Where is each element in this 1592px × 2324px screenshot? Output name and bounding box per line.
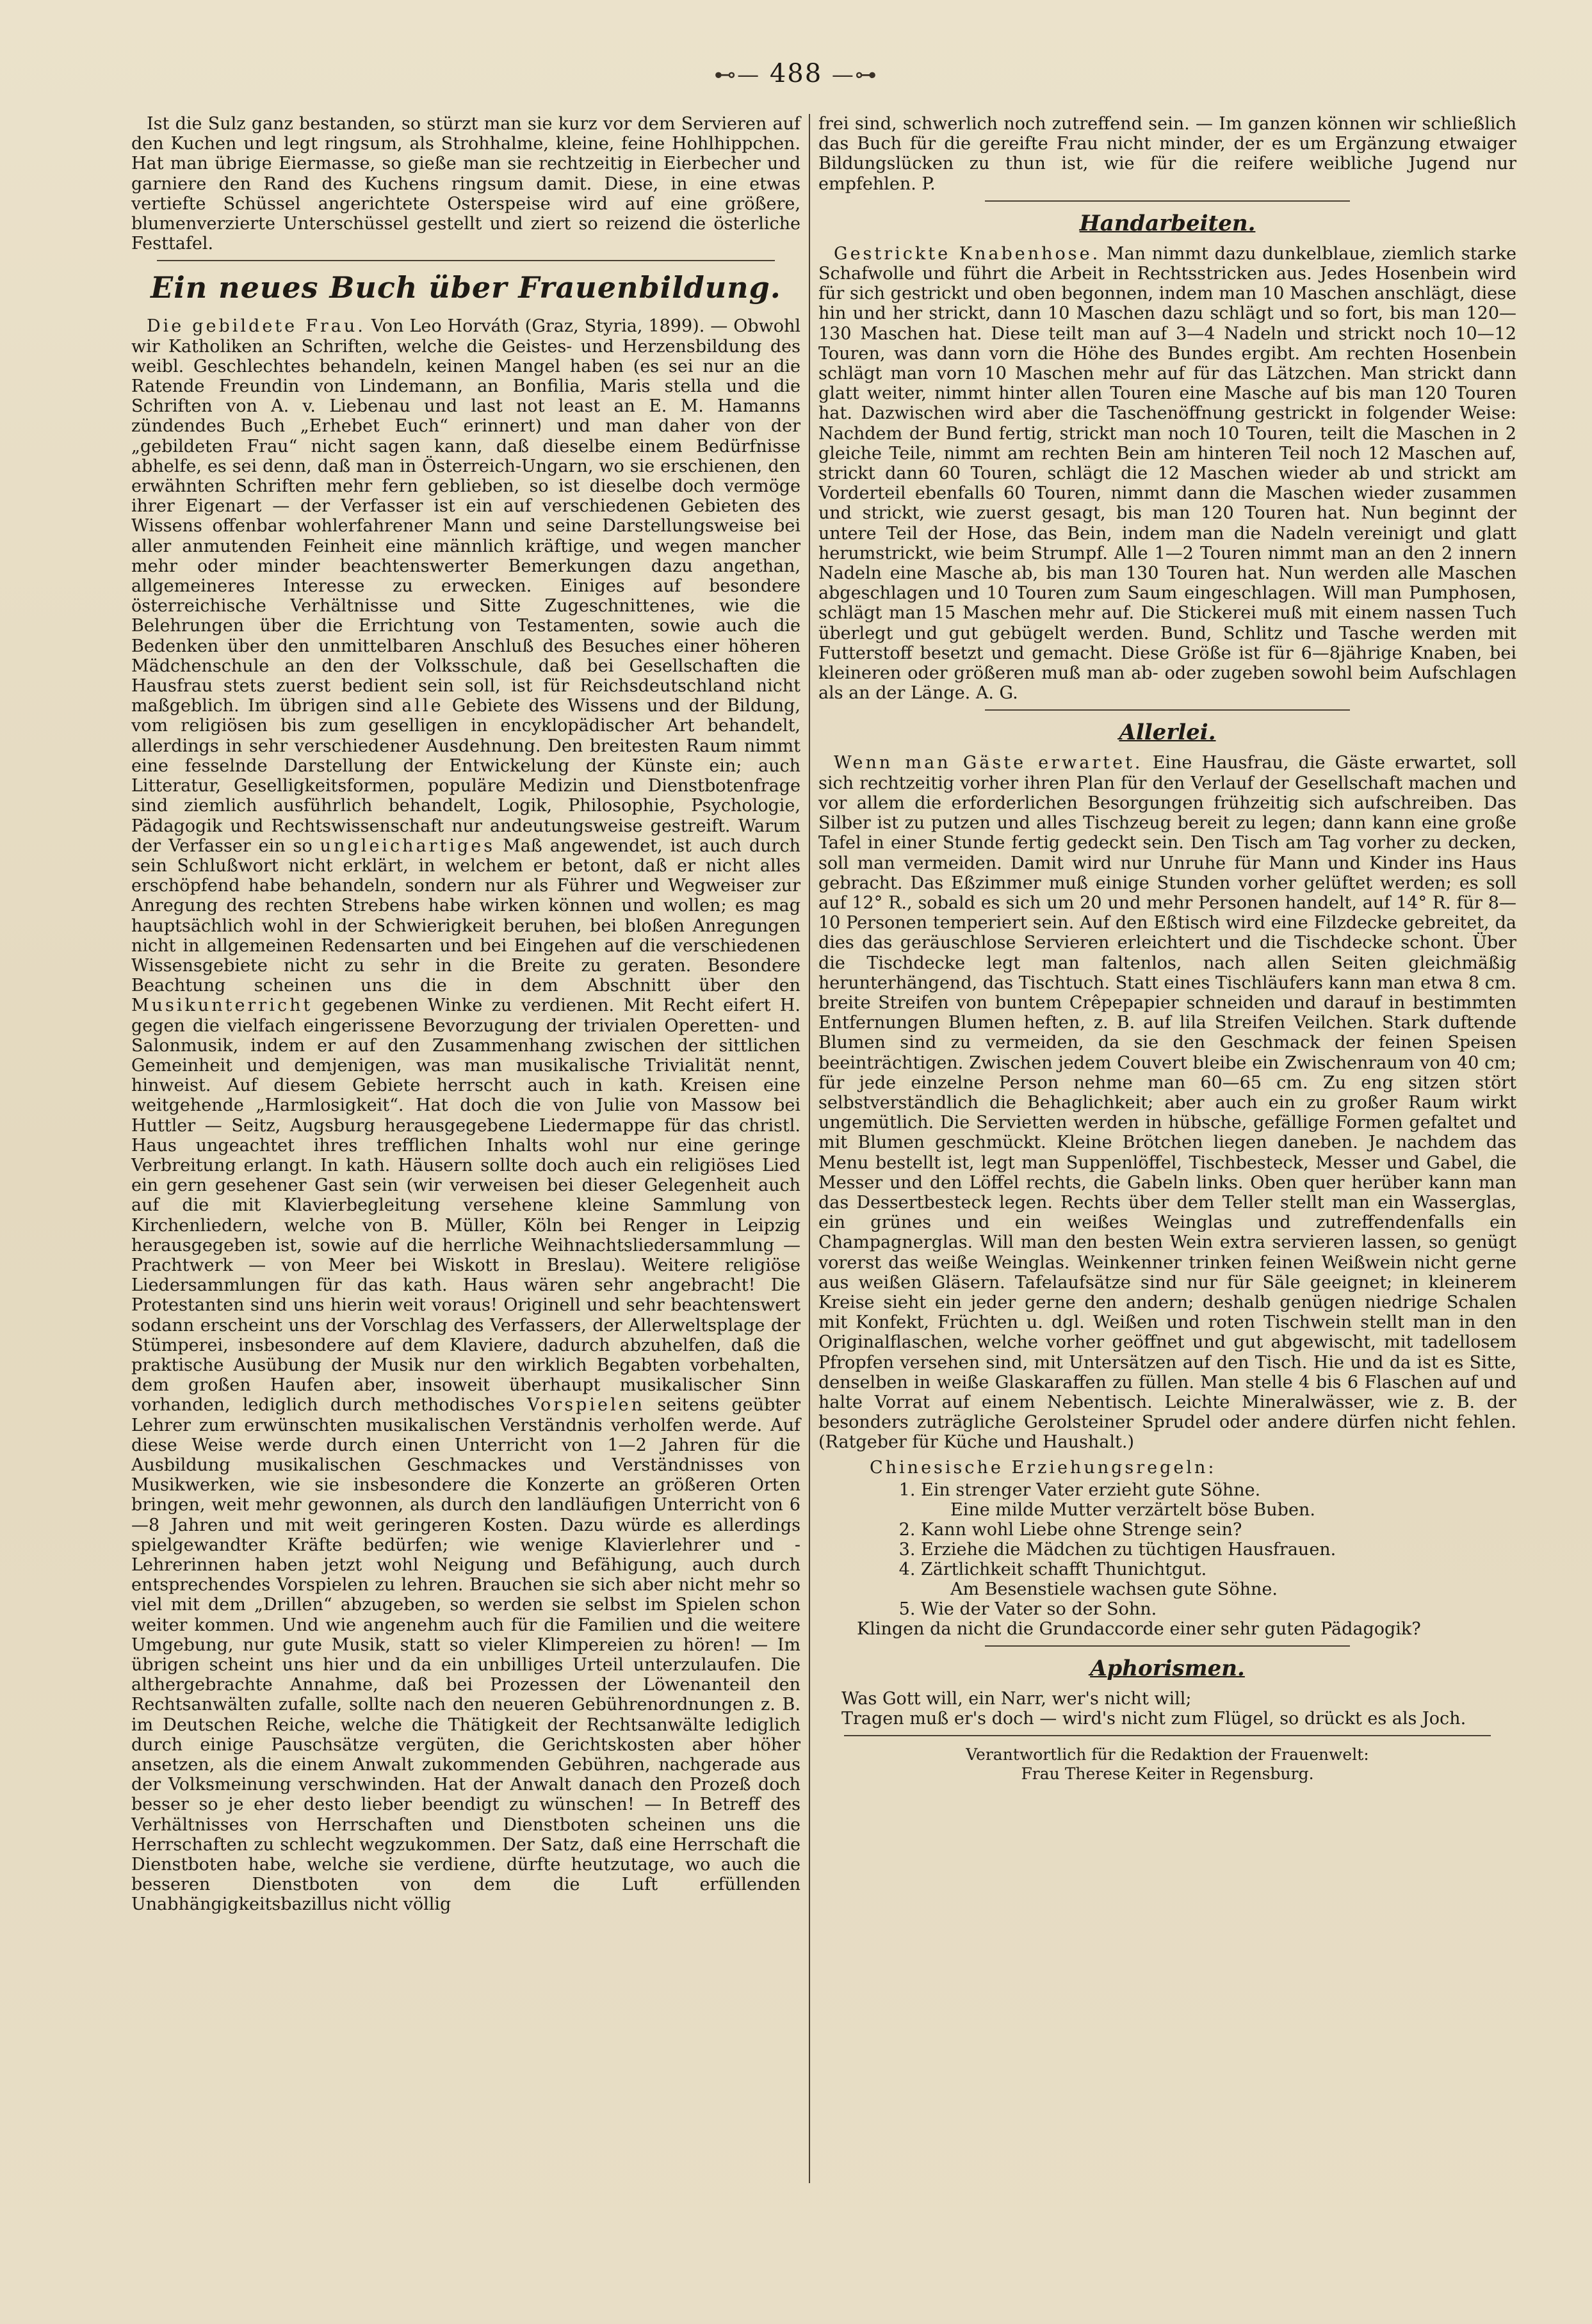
list-item: 5. Wie der Vater so der Sohn. [921,1599,1516,1619]
allerlei-source: (Ratgeber für Küche und Haushalt.) [818,1432,1134,1453]
handarbeiten-heading: Handarbeiten. [1079,210,1256,236]
aphorism-line-2: Tragen muß er's doch — wird's nicht zum Flügel, so drückt es als Joch. [841,1708,1466,1729]
article-continuation: frei sind, schwerlich noch zutreffend sein. — Im ganzen können wir schließlich das Buch für die gereifte Frau nicht minder, der es um Ergänzung etwaiger Bildungslücken zu thun ist, wie für die reifere weibliche Jugend nur empfehlen. P. [818,114,1516,194]
allerlei-lead: Wenn man Gäste erwartet. [834,753,1143,773]
list-item: 1. Ein strenger Vater erzieht gute Söhne. Eine milde Mutter verzärtelt böse Buben. [921,1480,1516,1520]
list-item: 4. Zärtlichkeit schafft Thunichtgut. Am Besenstiele wachsen gute Söhne. [921,1560,1516,1599]
page-header [0,59,1592,88]
list-item: 3. Erziehe die Mädchen zu tüchtigen Hausfrauen. [921,1540,1516,1560]
list-item: 2. Kann wohl Liebe ohne Strenge sein? [921,1520,1516,1540]
section-divider [985,1645,1350,1647]
chinese-rules-closing: Klingen da nicht die Grundaccorde einer sehr guten Pädagogik? [857,1618,1421,1639]
column-divider [809,114,810,2183]
editor-credit-line-2: Frau Therese Keiter in Regensburg. [1021,1764,1314,1783]
section-divider [985,709,1350,711]
section-divider [844,1735,1491,1736]
book-title: Die gebildete Frau. [147,316,366,337]
right-ornament-icon: —⊶ [831,62,878,88]
aphorism-line-1: Was Gott will, ein Narr, wer's nicht will; [841,1688,1192,1709]
section-divider [157,260,775,261]
page-number: 488 [769,59,823,88]
article-body: Die gebildete Frau. Von Leo Horváth (Graz, Styria, 1899). — Obwohl wir Katholiken an Schriften, welche die Geistes- und Herzensbildung des weibl. Geschlechtes behandeln, keinen Mangel haben (es sei nur an die Ratende Freundin von Lindemann, an Bonfilia, Maris stella und die Schriften von A. v. Liebenau und last not least an E. M. Hamanns zündendes Buch „Erhebet Euch“ erinnert) und man daher von der „gebildeten Frau“ nicht sagen kann, daß dieselbe einem Bedürfnisse abhelfe, es sei denn, daß man in Österreich-Ungarn, wo sie erschienen, den erwähnten Schriften mehr fern geblieben, so ist dieselbe doch vermöge ihrer Eigenart — der Verfasser ist ein auf verschiedenen Gebieten des Wissens offenbar wohlerfahrener Mann und seine Darstellungsweise bei aller anmutenden Feinheit eine männlich kräftige, und wegen mancher mehr oder minder beachtenswerter Bemerkungen dazu angethan, allgemeineres Interesse zu erwecken. Einiges auf besondere österreichische Verhältnisse und Sitte Zugeschnittenes, wie die Belehrungen über die Errichtung von Testamenten, sowie auch die Bedenken über den unmittelbaren Anschluß des Besuches einer höheren Mädchenschule an den der Volksschule, daß bei Gesellschaften die Hausfrau stets zuerst bedient sein soll, ist für Reichsdeutschland nicht maßgeblich. Im übrigen sind alle Gebiete des Wissens und der Bildung, vom religiösen bis zum geselligen in encyklopädischer Art behandelt, allerdings in sehr verschiedener Ausdehnung. Den breitesten Raum nimmt eine fesselnde Darstellung der Entwickelung der Künste ein; auch Litteratur, Geselligkeitsformen, populäre Medizin und Dienstbotenfrage sind ziemlich ausführlich behandelt, Logik, Philosophie, Psychologie, Pädagogik und Rechtswissenschaft nur andeutungsweise gestreift. Warum der Verfasser ein so ungleichartiges Maß angewendet, ist auch durch sein Schlußwort nicht erklärt, in welchem er betont, daß er nicht alles erschöpfend habe behandeln, sondern nur als Führer und Wegweiser zur Anregung des rechten Strebens habe wirken können und wollen; es mag hauptsächlich wohl in der Schwierigkeit beruhen, bei bloßen Anregungen nicht in allgemeinen Redensarten und bei Eingehen auf die verschiedenen Wissensgebiete nicht zu sehr in die Breite zu geraten. Besondere Beachtung scheinen uns die in dem Abschnitt über den Musikunterricht gegebenen Winke zu verdienen. Mit Recht eifert H. gegen die vielfach eingerissene Bevorzugung der trivialen Operetten- und Salonmusik, indem er auf den Zusammenhang zwischen der sittlichen Gemeinheit und demjenigen, was man musikalische Trivialität nennt, hinweist. Auf diesem Gebiete herrscht auch in kath. Kreisen eine weitgehende „Harmlosigkeit“. Hat doch die von Julie von Massow bei Huttler — Seitz, Augsburg herausgegebene Liedermappe für das christl. Haus ungeachtet ihres trefflichen Inhalts wohl nur eine geringe Verbreitung erlangt. In kath. Häusern sollte doch auch ein religiöses Lied ein gern gesehener Gast sein (wir verweisen bei dieser Gelegenheit auch auf die mit Klavierbegleitung versehene kleine Sammlung von Kirchenliedern, welche von B. Müller, Köln bei Renger in Leipzig herausgegeben ist, sowie auf die herrliche Weihnachtsliedersammlung — Prachtwerk — von Meer bei Wiskott in Breslau). Weitere religiöse Liedersammlungen für das kath. Haus wären sehr angebracht! Die Protestanten sind uns hierin weit voraus! Originell und sehr beachtenswert sodann erscheint uns der Vorschlag des Verfassers, der Allerweltsplage der Stümperei, insbesondere auf dem Klaviere, dadurch abzuhelfen, daß die praktische Ausübung der Musik nur den wirklich Begabten vorbehalten, dem großen Haufen aber, insoweit überhaupt musikalischer Sinn vorhanden, lediglich durch methodisches Vorspielen seitens geübter Lehrer zum erwünschten musikalischen Verständnis verholfen werde. Auf diese Weise werde durch einen Unterricht von 1—2 Jahren für die Ausbildung musikalischen Geschmackes und Verständnisses von Musikwerken, wie sie insbesondere die Konzerte an größeren Orten bringen, weit mehr gewonnen, als durch den landläufigen Unterricht von 6—8 Jahren und mit weit geringeren Kosten. Dazu würde es allerdings spielgewandter Kräfte bedürfen; wie wenige Klavierlehrer und -Lehrerinnen haben jetzt wohl Neigung und Befähigung, auch durch entsprechendes Vorspielen zu lehren. Brauchen sie sich aber nicht mehr so viel mit dem „Drillen“ abzugeben, so werden sie selbst im Spielen schon weiter kommen. Und wie angenehm auch für die Familien und die weitere Umgebung, nur gute Musik, statt so vieler Klimpereien zu hören! — Im übrigen scheint uns hier und da ein unbilliges Urteil unterzulaufen. Die althergebrachte Annahme, daß bei Prozessen der Löwenanteil den Rechtsanwälten zufalle, sollte nach den neueren Gebührenordnungen z. B. im Deutschen Reiche, welche die Thätigkeit der Rechtsanwälte lediglich durch einige Pauschsätze vergüten, die Gerichtskosten aber höher ansetzen, als die einem Anwalt zukommenden Gebühren, nachgerade aus der Volksmeinung verschwinden. Hat der Anwalt danach den Prozeß doch besser so je eher desto lieber beendigt zu wünschen! — In Betreff des Verhältnisses von Herrschaften und Dienstboten scheinen uns die Herrschaften zu schlecht wegzukommen. Der Satz, daß eine Herrschaft die Dienstboten habe, welche sie verdiene, dürfte heutzutage, wo auch die besseren Dienstboten von dem die Luft erfüllenden Unabhängigkeitsbazillus nicht völlig [131,316,801,1915]
aphorismen-heading: Aphorismen. [1090,1655,1245,1681]
editor-credit-line-1: Verantwortlich für die Redaktion der Frauenwelt: [966,1745,1369,1764]
article-title: Ein neues Buch über Frauenbildung. [150,270,781,305]
chinese-rules-list [818,1480,1516,1619]
handarbeiten-body: Gestrickte Knabenhose. Man nimmt dazu dunkelblaue, ziemlich starke Schafwolle und führt die Arbeit in Rechtsstricken aus. Jedes Hosenbein wird für sich gestrickt und oben begonnen, indem man 10 Maschen anschlägt, diese hin und her strickt, dann 10 Maschen dazu schlägt und so fort, bis man 120—130 Maschen hat. Diese teilt man auf 3—4 Nadeln und strickt noch 10—12 Touren, was dann vorn die Höhe des Bundes ergibt. Am rechten Hosenbein schlägt man vorn 10 Maschen mehr auf für das Lätzchen. Man strickt dann glatt weiter, nimmt hinter allen Touren eine Masche auf bis man 120 Touren hat. Dazwischen wird aber die Taschenöffnung gestrickt in folgender Weise: Nachdem der Bund fertig, strickt man noch 10 Touren, teilt die Maschen in 2 gleiche Teile, nimmt am rechten Bein am hinteren Teil noch 12 Maschen auf, strickt dann 60 Touren, schlägt die 12 Maschen wieder ab und strickt am Vorderteil ebenfalls 60 Touren, nimmt dann die Maschen wieder zusammen und strickt, wie zuerst gesagt, bis man 120 Touren hat. Nun beginnt der untere Teil der Hose, das Bein, indem man die Nadeln vereinigt und glatt herumstrickt, wie beim Strumpf. Alle 1—2 Touren nimmt man an den 2 innern Nadeln eine Masche ab, bis man 130 Touren hat. Nun werden alle Maschen abgeschlagen und 10 Touren zum Saum eingeschlagen. Will man Pumphosen, schlägt man 15 Maschen mehr auf. Die Stickerei muß mit einem nassen Tuch überlegt und gut gebügelt werden. Bund, Schlitz und Tasche werden mit Futterstoff besetzt und gemacht. Diese Größe ist für 6—8jährige Knaben, bei kleineren oder größeren muß man ab- oder zugeben sowohl beim Aufschlagen als an der Länge. A. G. [818,243,1516,704]
allerlei-heading: Allerlei. [1119,720,1216,746]
left-ornament-icon: ⊷— [714,62,761,88]
editor-credit [818,1745,1516,1784]
handarbeiten-signature: A. G. [975,683,1018,704]
handarbeiten-lead: Gestrickte Knabenhose. [834,243,1101,264]
recipe-conclusion: Ist die Sulz ganz bestanden, so stürzt man sie kurz vor dem Servieren auf den Kuchen und legt ringsum, als Strohhalme, kleine, feine Hohlhippchen. Hat man übrige Eiermasse, so gieße man sie rechtzeitig in Eierbecher und garniere den Rand des Kuchens ringsum damit. Diese, in eine etwas vertiefte Schüssel angerichtete Osterspeise wird auf eine größere, blumenverzierte Unterschüssel gestellt und ziert so reizend die österliche Festtafel. [131,114,800,254]
right-column [818,114,1516,1784]
chinese-rules-intro: Chinesische Erziehungsregeln: [870,1457,1217,1478]
section-divider [985,200,1350,202]
allerlei-body: Wenn man Gäste erwartet. Eine Hausfrau, die Gäste erwartet, soll sich rechtzeitig vorher ihren Plan für den Verlauf der Gesellschaft machen und vor allem die erforderlichen Besorgungen frühzeitig sich aufschreiben. Das Silber ist zu putzen und alles Tischzeug bereit zu legen; dann kann eine große Tafel in einer Stunde fertig gedeckt sein. Den Tisch am Tag vorher zu decken, soll man vermeiden. Damit wird nur Unruhe für Mann und Kinder ins Haus gebracht. Das Eßzimmer muß einige Stunden vorher gelüftet werden; es soll auf 12° R., sobald es sich um 20 und mehr Personen handelt, auf 14° R. für 8—10 Personen temperiert sein. Auf den Eßtisch wird eine Filzdecke gebreitet, da dies das geräuschlose Servieren erleichtert und die Tischdecke schont. Über die Tischdecke legt man faltenlos, nach allen Seiten gleichmäßig herunterhängend, das Tischtuch. Statt eines Tischläufers kann man etwa 8 cm. breite Streifen von buntem Crêpepapier schneiden und darauf in bestimmten Entfernungen Blumen heften, z. B. auf lila Streifen Veilchen. Stark duftende Blumen sind zu vermeiden, da sie den Geschmack der feinen Speisen beeinträchtigen. Zwischen jedem Couvert bleibe ein Zwischenraum von 40 cm; für jede einzelne Person nehme man 60—65 cm. Zu eng sitzen stört selbstverständlich die Behaglichkeit; aber auch ein zu großer Raum wirkt ungemütlich. Die Servietten werden in hübsche, gefällige Formen gefaltet und mit Blumen geschmückt. Kleine Brötchen liegen daneben. Je nachdem das Menu bestellt ist, legt man Suppenlöffel, Tischbesteck, Messer und Gabel, die Messer und den Löffel rechts, die Gabeln links. Oben quer herüber kann man das Dessertbesteck legen. Rechts über dem Teller stellt man ein Wasserglas, ein grünes und ein weißes Weinglas und zutreffendenfalls ein Champagnerglas. Will man den besten Wein extra servieren lassen, so genügt vorerst das weiße Weinglas. Weinkenner trinken feinen Weißwein nicht gerne aus weißen Gläsern. Tafelaufsätze sind nur für Säle geeignet; in kleinerem Kreise sieht ein jeder gerne den andern; deshalb genügen niedrige Schalen mit Konfekt, Früchten u. dgl. Weißen und roten Tischwein stellt man in den Originalflaschen, welche vorher geöffnet und gut abgewischt, mit tadellosem Pfropfen versehen sind, mit Untersätzen auf den Tisch. Hie und da ist es Sitte, denselben in weiße Glaskaraffen zu füllen. Man stelle 4 bis 6 Flaschen auf und halte Vorrat auf einem Nebentisch. Leichte Mineralwässer, wie z. B. der besonders zuträgliche Gerolsteiner Sprudel oder andere dürfen nicht fehlen. (Ratgeber für Küche und Haushalt.) [818,753,1516,1453]
article-signature: P. [922,173,936,194]
left-column [131,114,800,1915]
